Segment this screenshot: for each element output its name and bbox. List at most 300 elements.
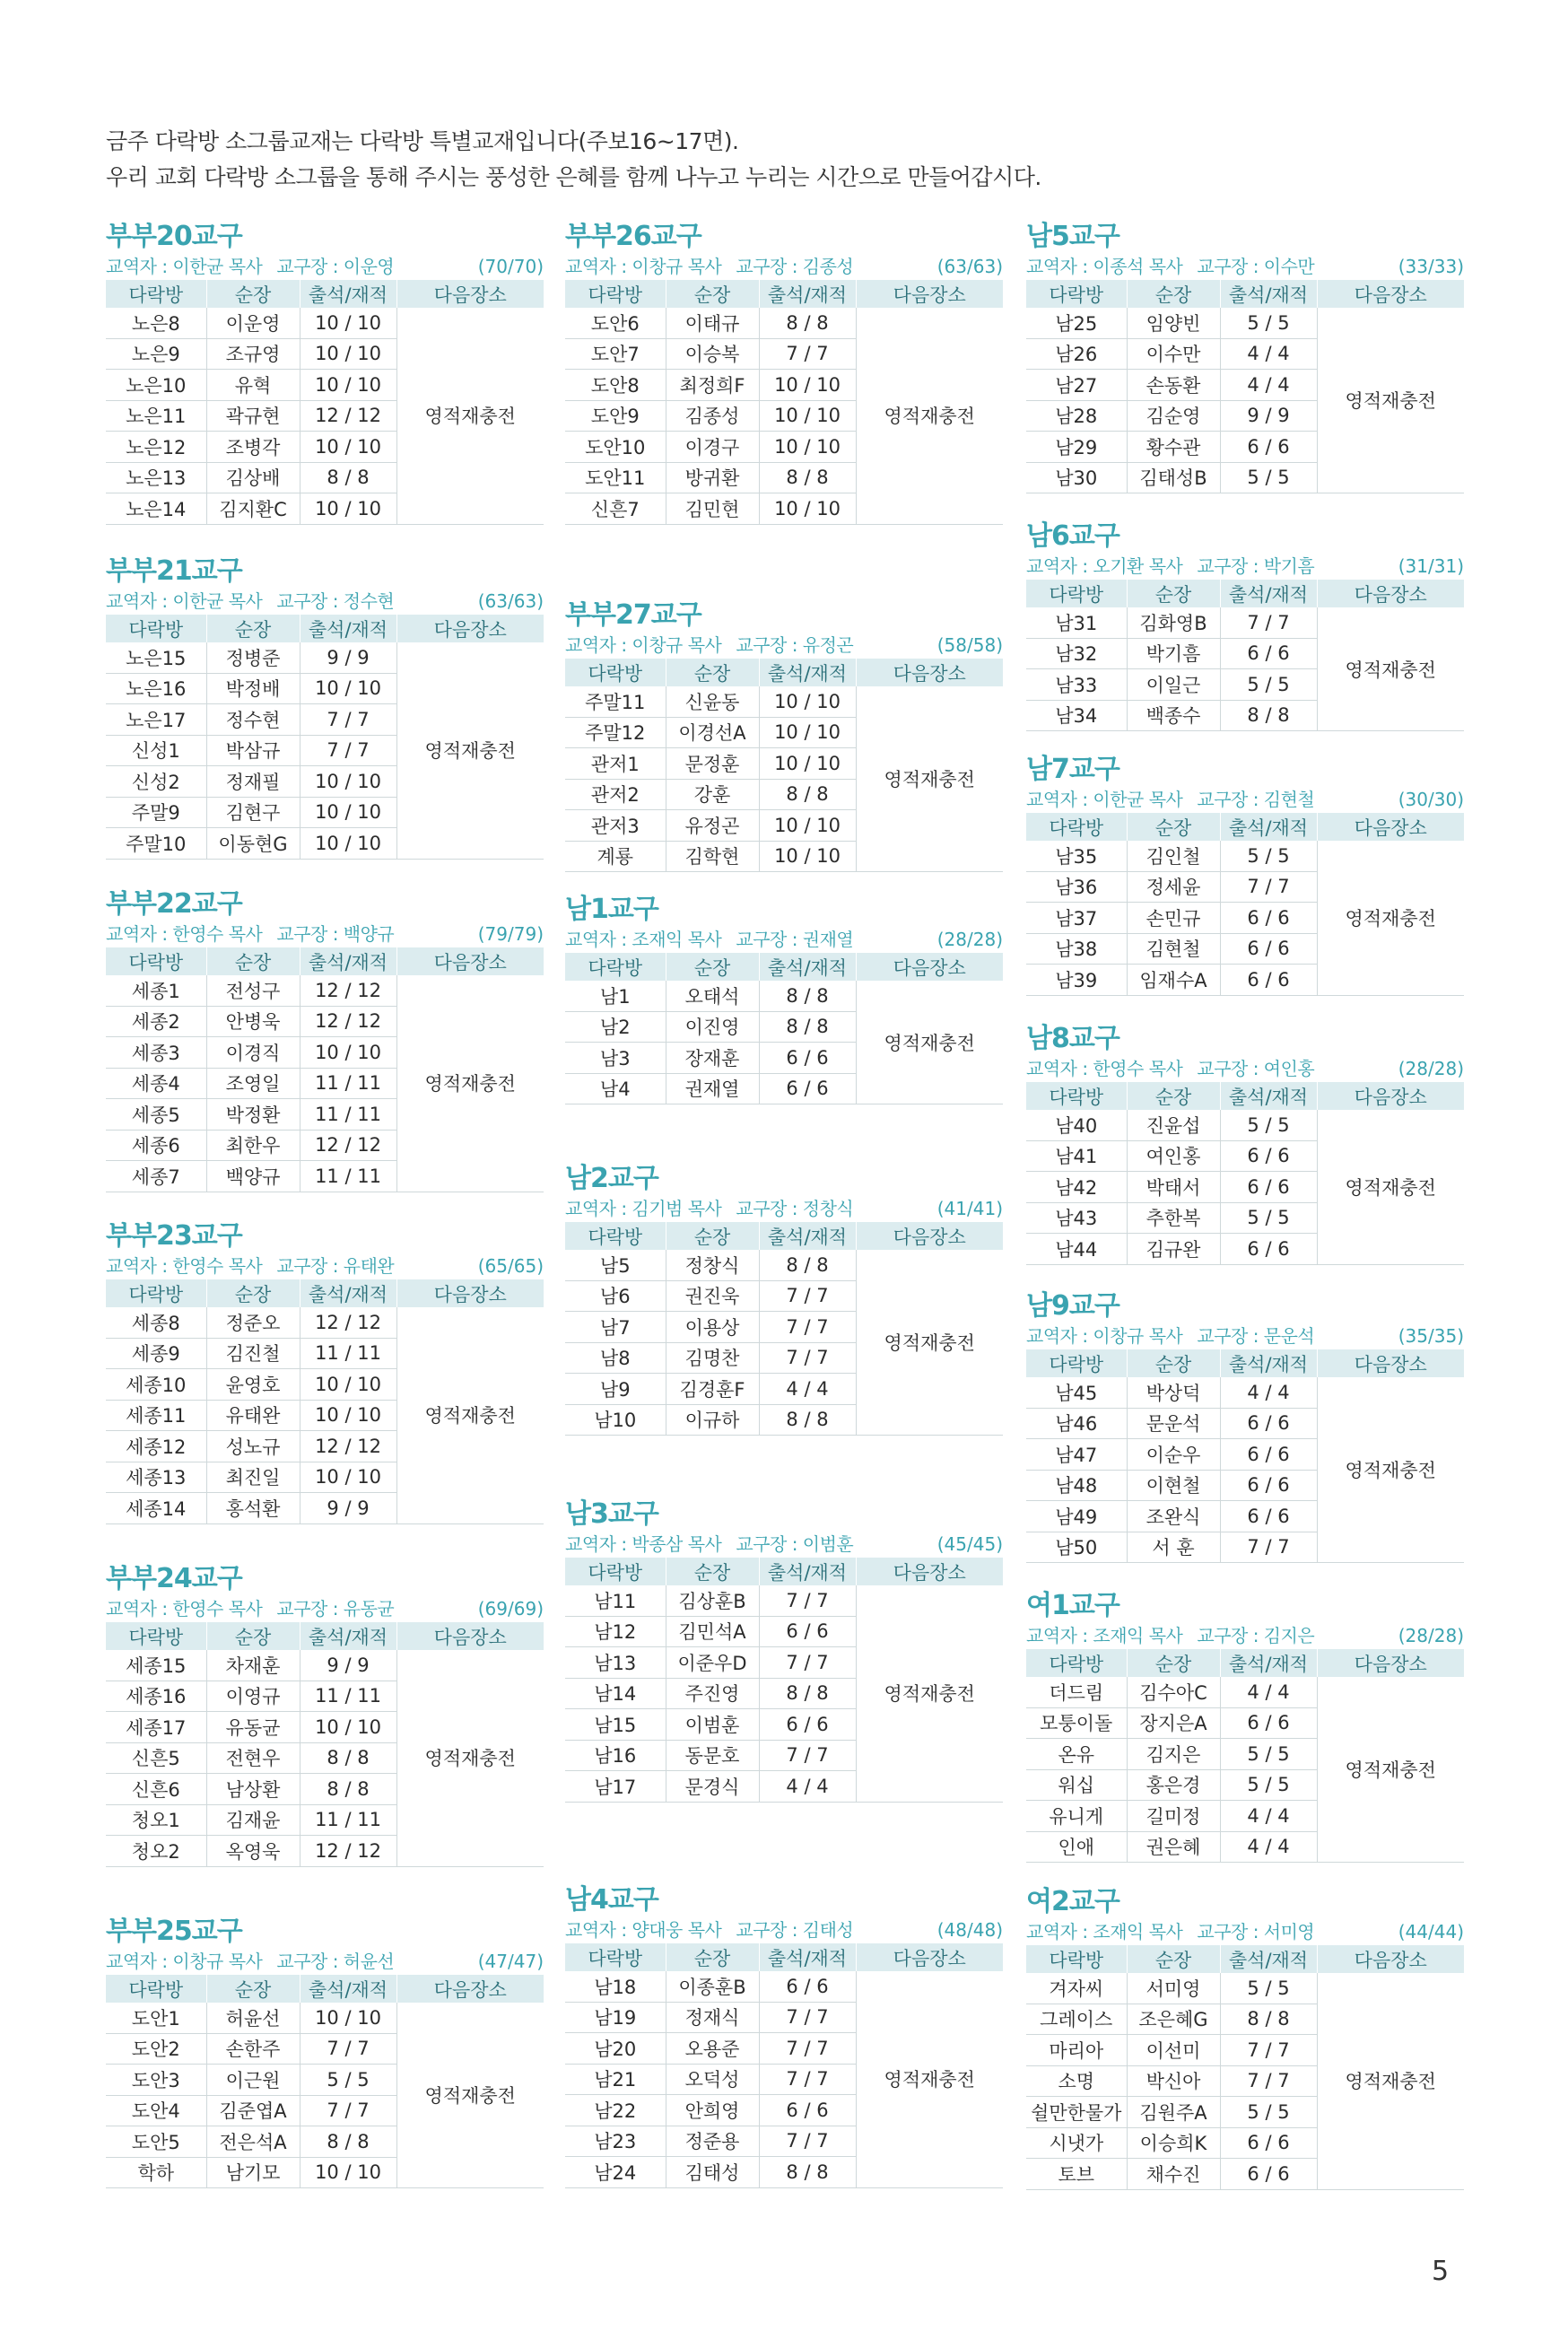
district-title: 부부23교구 [106,1220,242,1252]
room-name: 유니게 [1026,1801,1127,1832]
attendance-count: 6 / 6 [1220,2159,1317,2190]
district-head: 교구장 : 유태완 [276,1255,395,1277]
leader-name: 김화영B [1127,607,1220,638]
attendance-count: 5 / 5 [1220,841,1317,871]
attendance-count: 7 / 7 [1220,2035,1317,2066]
room-name: 남25 [1026,308,1127,338]
attendance-count: 10 / 10 [300,338,396,370]
header-leader: 순장 [1127,1945,1220,1973]
district-head: 교구장 : 백양규 [276,923,395,945]
district-meta [565,1531,1003,1558]
attendance-count: 11 / 11 [300,1804,396,1836]
header-room: 다락방 [1026,813,1127,841]
district-head: 교구장 : 정창식 [736,1198,854,1219]
leader-name: 안병욱 [206,1006,300,1037]
district-block [565,1498,1003,1803]
attendance-count: 8 / 8 [300,1742,396,1774]
leader-name: 차재훈 [206,1650,300,1681]
district-title: 남4교구 [565,1884,658,1916]
district-pastor: 교역자 : 이한균 목사 [106,256,263,277]
leader-name: 유태완 [206,1400,300,1431]
header-attendance: 출석/재적 [300,1975,396,2003]
attendance-count: 11 / 11 [300,1681,396,1712]
room-name: 도안10 [565,432,666,463]
leader-name: 김지환C [206,493,300,525]
header-leader: 순장 [206,1279,300,1307]
leader-name: 김민현 [666,493,759,525]
leader-name: 김수아C [1127,1677,1220,1707]
next-place: 영적재충전 [396,308,544,524]
header-room: 다락방 [1026,1349,1127,1377]
room-name: 도안4 [106,2095,206,2126]
attendance-count: 6 / 6 [1220,965,1317,996]
table-header [106,1975,544,2003]
next-place: 영적재충전 [1317,607,1464,731]
attendance-count: 7 / 7 [759,1647,856,1679]
attendance-count: 6 / 6 [759,2095,856,2126]
header-leader: 순장 [666,953,759,981]
leader-name: 이승희K [1127,2127,1220,2159]
leader-name: 서 훈 [1127,1532,1220,1563]
room-name: 남11 [565,1585,666,1616]
room-name: 남3 [565,1043,666,1074]
header-place: 다음장소 [1317,280,1464,308]
district-meta [1026,1918,1464,1945]
leader-name: 손민규 [1127,903,1220,934]
next-place: 영적재충전 [856,1971,1003,2187]
district-title: 남9교구 [1026,1290,1119,1322]
attendance-count: 10 / 10 [759,810,856,842]
attendance-count: 8 / 8 [300,462,396,493]
attendance-count: 6 / 6 [1220,1501,1317,1532]
room-name: 세종6 [106,1130,206,1161]
district-pastor: 교역자 : 이한균 목사 [106,590,263,612]
district-title: 남6교구 [1026,520,1119,552]
district-meta [106,1948,544,1975]
leader-name: 최진일 [206,1462,300,1493]
room-name: 학하 [106,2157,206,2188]
district-title: 부부25교구 [106,1916,242,1947]
attendance-count: 11 / 11 [300,1161,396,1192]
table-row [1026,1110,1464,1140]
leader-name: 백종수 [1127,700,1220,731]
district-title: 부부20교구 [106,221,242,252]
room-name: 남35 [1026,841,1127,871]
attendance-count: 10 / 10 [759,493,856,525]
leader-name: 곽규현 [206,400,300,432]
room-name: 남28 [1026,400,1127,432]
attendance-count: 8 / 8 [300,1774,396,1805]
room-name: 노은11 [106,400,206,432]
district-pastor: 교역자 : 이창규 목사 [106,1951,263,1972]
table-header [1026,580,1464,607]
attendance-count: 10 / 10 [300,2003,396,2033]
district-table [1026,580,1464,731]
header-room: 다락방 [106,1279,206,1307]
header-place: 다음장소 [856,1943,1003,1971]
district-total: (31/31) [1398,555,1464,577]
room-name: 노은9 [106,338,206,370]
room-name: 모퉁이돌 [1026,1707,1127,1739]
leader-name: 여인홍 [1127,1140,1220,1172]
room-name: 관저3 [565,810,666,842]
attendance-count: 7 / 7 [759,1585,856,1616]
attendance-count: 7 / 7 [1220,1532,1317,1563]
district-pastor: 교역자 : 이한균 목사 [1026,789,1183,810]
room-name: 세종9 [106,1338,206,1369]
header-leader: 순장 [1127,1082,1220,1110]
table-header [1026,1649,1464,1677]
leader-name: 이준우D [666,1647,759,1679]
leader-name: 허윤선 [206,2003,300,2033]
room-name: 세종12 [106,1431,206,1462]
leader-name: 김순영 [1127,400,1220,432]
attendance-count: 5 / 5 [1220,669,1317,701]
district-head: 교구장 : 이운영 [276,256,395,277]
attendance-count: 12 / 12 [300,1006,396,1037]
header-attendance: 출석/재적 [300,1622,396,1650]
leader-name: 임양빈 [1127,308,1220,338]
next-place: 영적재충전 [396,1650,544,1866]
next-place: 영적재충전 [856,1250,1003,1436]
table-row [1026,1973,1464,2004]
header-room: 다락방 [565,280,666,308]
leader-name: 손한주 [206,2033,300,2065]
leader-name: 김현구 [206,797,300,828]
district-meta [106,921,544,947]
room-name: 세종8 [106,1307,206,1338]
header-leader: 순장 [206,615,300,642]
attendance-count: 7 / 7 [759,1740,856,1771]
attendance-count: 8 / 8 [759,462,856,493]
room-name: 세종17 [106,1712,206,1743]
table-header [1026,813,1464,841]
header-room: 다락방 [1026,580,1127,607]
room-name: 남9 [565,1374,666,1405]
header-attendance: 출석/재적 [300,947,396,975]
district-meta [565,926,1003,953]
header-leader: 순장 [1127,580,1220,607]
leader-name: 이근원 [206,2065,300,2096]
room-name: 남42 [1026,1172,1127,1203]
attendance-count: 5 / 5 [1220,1973,1317,2004]
attendance-count: 10 / 10 [300,1400,396,1431]
district-meta [565,1195,1003,1222]
room-name: 도안3 [106,2065,206,2096]
room-name: 신성2 [106,766,206,798]
leader-name: 전현우 [206,1742,300,1774]
district-block [106,1563,544,1867]
attendance-count: 6 / 6 [759,1971,856,2002]
header-attendance: 출석/재적 [1220,813,1317,841]
header-attendance: 출석/재적 [759,1222,856,1250]
table-row [106,642,544,673]
room-name: 그레이스 [1026,2004,1127,2035]
district-title: 남2교구 [565,1163,658,1194]
leader-name: 이경구 [666,432,759,463]
leader-name: 이동현G [206,828,300,860]
attendance-count: 4 / 4 [1220,1677,1317,1707]
leader-name: 박기흠 [1127,638,1220,669]
room-name: 도안2 [106,2033,206,2065]
table-header [106,280,544,308]
room-name: 노은14 [106,493,206,525]
district-pastor: 교역자 : 이창규 목사 [565,634,722,656]
leader-name: 정세윤 [1127,871,1220,903]
leader-name: 이일근 [1127,669,1220,701]
header-place: 다음장소 [1317,1945,1464,1973]
table-header [106,615,544,642]
attendance-count: 4 / 4 [759,1771,856,1803]
header-leader: 순장 [206,1975,300,2003]
leader-name: 홍은경 [1127,1769,1220,1801]
table-header [106,1279,544,1307]
table-row [565,981,1003,1011]
district-total: (58/58) [936,634,1003,656]
room-name: 남30 [1026,462,1127,493]
header-attendance: 출석/재적 [1220,1649,1317,1677]
table-row [106,308,544,338]
leader-name: 황수관 [1127,432,1220,463]
room-name: 노은17 [106,704,206,736]
leader-name: 오태석 [666,981,759,1011]
room-name: 남19 [565,2002,666,2033]
table-row [1026,841,1464,871]
district-title: 남1교구 [565,894,658,925]
district-block [1026,221,1464,493]
leader-name: 박신아 [1127,2065,1220,2097]
district-block [565,894,1003,1104]
leader-name: 박삼규 [206,735,300,766]
next-place: 영적재충전 [1317,1110,1464,1264]
table-header [565,1943,1003,1971]
leader-name: 조은혜G [1127,2004,1220,2035]
attendance-count: 8 / 8 [1220,700,1317,731]
header-room: 다락방 [565,1558,666,1585]
header-room: 다락방 [565,659,666,686]
room-name: 관저1 [565,748,666,780]
leader-name: 정수현 [206,704,300,736]
district-title: 남7교구 [1026,754,1119,785]
district-table [1026,1349,1464,1563]
district-table [565,280,1003,525]
attendance-count: 6 / 6 [1220,1172,1317,1203]
district-block [565,221,1003,525]
district-total: (28/28) [1398,1625,1464,1646]
leader-name: 이운영 [206,308,300,338]
attendance-count: 6 / 6 [759,1043,856,1074]
attendance-count: 10 / 10 [759,432,856,463]
leader-name: 유동균 [206,1712,300,1743]
district-title: 여2교구 [1026,1886,1119,1917]
district-meta [106,1253,544,1279]
room-name: 남31 [1026,607,1127,638]
leader-name: 박태서 [1127,1172,1220,1203]
district-meta [1026,1622,1464,1649]
leader-name: 전성구 [206,975,300,1006]
room-name: 남22 [565,2095,666,2126]
room-name: 남34 [1026,700,1127,731]
header-leader: 순장 [1127,280,1220,308]
room-name: 도안11 [565,462,666,493]
header-leader: 순장 [666,1222,759,1250]
leader-name: 이선미 [1127,2035,1220,2066]
attendance-count: 6 / 6 [1220,1234,1317,1265]
page-number: 5 [1432,2256,1450,2287]
leader-name: 최한우 [206,1130,300,1161]
district-total: (63/63) [477,590,544,612]
district-title: 남3교구 [565,1498,658,1530]
header-place: 다음장소 [1317,1082,1464,1110]
leader-name: 강훈 [666,779,759,810]
district-meta [106,1595,544,1622]
district-pastor: 교역자 : 한영수 목사 [106,1598,263,1619]
attendance-count: 6 / 6 [1220,638,1317,669]
district-meta [1026,253,1464,280]
leader-name: 김학현 [666,841,759,872]
header-room: 다락방 [1026,1082,1127,1110]
attendance-count: 8 / 8 [759,1678,856,1709]
leader-name: 이범훈 [666,1709,759,1741]
attendance-count: 8 / 8 [759,981,856,1011]
leader-name: 백양규 [206,1161,300,1192]
room-name: 겨자씨 [1026,1973,1127,2004]
room-name: 마리아 [1026,2035,1127,2066]
district-table [106,280,544,525]
attendance-count: 10 / 10 [300,308,396,338]
district-meta [1026,553,1464,580]
header-attendance: 출석/재적 [759,659,856,686]
room-name: 신흔6 [106,1774,206,1805]
room-name: 남39 [1026,965,1127,996]
room-name: 남7 [565,1312,666,1343]
room-name: 남43 [1026,1202,1127,1234]
leader-name: 전은석A [206,2126,300,2158]
district-pastor: 교역자 : 한영수 목사 [106,1255,263,1277]
header-room: 다락방 [1026,1649,1127,1677]
table-row [565,686,1003,717]
district-block [1026,754,1464,996]
district-total: (30/30) [1398,789,1464,810]
attendance-count: 12 / 12 [300,400,396,432]
intro-line-2: 우리 교회 다락방 소그룹을 통해 주시는 풍성한 은혜를 함께 나누고 누리는 시간으로 만들어갑시다. [106,164,1041,190]
room-name: 남10 [565,1404,666,1436]
leader-name: 성노규 [206,1431,300,1462]
district-title: 남5교구 [1026,221,1119,252]
header-leader: 순장 [1127,1349,1220,1377]
header-attendance: 출석/재적 [1220,280,1317,308]
attendance-count: 5 / 5 [1220,1110,1317,1140]
leader-name: 이규하 [666,1404,759,1436]
room-name: 신흔7 [565,493,666,525]
district-block [565,599,1003,872]
room-name: 남47 [1026,1439,1127,1471]
district-block [106,1916,544,2188]
next-place: 영적재충전 [396,2003,544,2188]
table-row [106,975,544,1006]
attendance-count: 6 / 6 [1220,1470,1317,1501]
room-name: 남49 [1026,1501,1127,1532]
attendance-count: 10 / 10 [759,370,856,401]
leader-name: 이수만 [1127,338,1220,370]
leader-name: 문정훈 [666,748,759,780]
attendance-count: 12 / 12 [300,1836,396,1867]
leader-name: 홍석환 [206,1493,300,1524]
district-table [565,1222,1003,1436]
table-row [106,2003,544,2033]
district-meta [565,632,1003,659]
intro-line-1: 금주 다락방 소그룹교재는 다락방 특별교재입니다(주보16~17면). [106,128,739,154]
room-name: 세종7 [106,1161,206,1192]
attendance-count: 8 / 8 [759,308,856,338]
table-header [106,1622,544,1650]
district-pastor: 교역자 : 한영수 목사 [1026,1058,1183,1079]
leader-name: 조병각 [206,432,300,463]
attendance-count: 7 / 7 [300,704,396,736]
room-name: 세종14 [106,1493,206,1524]
table-header [565,659,1003,686]
room-name: 세종2 [106,1006,206,1037]
district-title: 부부22교구 [106,888,242,920]
attendance-count: 5 / 5 [1220,1739,1317,1770]
room-name: 남24 [565,2157,666,2188]
attendance-count: 10 / 10 [300,673,396,704]
next-place: 영적재충전 [856,1585,1003,1802]
room-name: 세종15 [106,1650,206,1681]
attendance-count: 6 / 6 [759,1616,856,1647]
attendance-count: 10 / 10 [300,370,396,401]
leader-name: 김종성 [666,400,759,432]
room-name: 노은12 [106,432,206,463]
district-title: 부부26교구 [565,221,701,252]
leader-name: 조규영 [206,338,300,370]
leader-name: 이용상 [666,1312,759,1343]
attendance-count: 6 / 6 [1220,933,1317,965]
room-name: 남18 [565,1971,666,2002]
attendance-count: 7 / 7 [759,2064,856,2095]
leader-name: 김재윤 [206,1804,300,1836]
room-name: 남8 [565,1342,666,1374]
header-leader: 순장 [666,280,759,308]
attendance-count: 10 / 10 [300,432,396,463]
room-name: 더드림 [1026,1677,1127,1707]
leader-name: 진윤섭 [1127,1110,1220,1140]
attendance-count: 6 / 6 [1220,2127,1317,2159]
district-head: 교구장 : 정수현 [276,590,395,612]
leader-name: 안희영 [666,2095,759,2126]
district-title: 남8교구 [1026,1023,1119,1054]
room-name: 세종11 [106,1400,206,1431]
attendance-count: 8 / 8 [759,1404,856,1436]
header-place: 다음장소 [396,615,544,642]
room-name: 남33 [1026,669,1127,701]
room-name: 남4 [565,1073,666,1104]
header-place: 다음장소 [396,1622,544,1650]
leader-name: 이진영 [666,1011,759,1043]
district-total: (35/35) [1398,1325,1464,1347]
attendance-count: 6 / 6 [1220,432,1317,463]
table-row [106,1307,544,1338]
header-place: 다음장소 [1317,580,1464,607]
leader-name: 박정배 [206,673,300,704]
leader-name: 박상덕 [1127,1377,1220,1408]
attendance-count: 4 / 4 [1220,1801,1317,1832]
next-place: 영적재충전 [1317,1677,1464,1863]
header-place: 다음장소 [396,947,544,975]
district-table [106,1279,544,1524]
leader-name: 정창식 [666,1250,759,1280]
district-table [106,1975,544,2188]
